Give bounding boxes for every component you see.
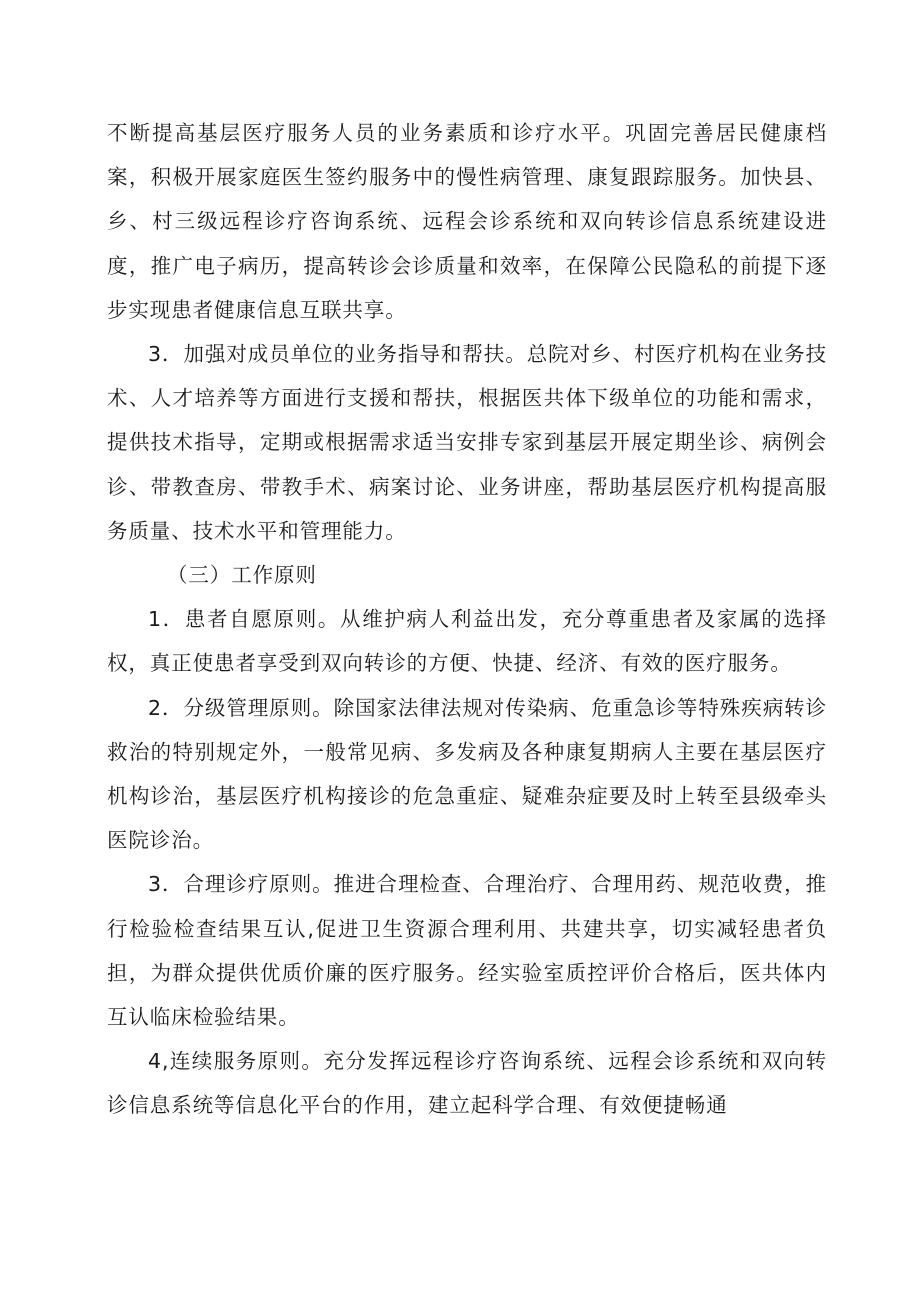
- paragraph-principle-1: 1．患者自愿原则。从维护病人利益出发，充分尊重患者及家属的选择权，真正使患者享受到双向转诊的方便、快捷、经济、有效的医疗服务。: [107, 607, 827, 676]
- paragraph-principle-3: 3．合理诊疗原则。推进合理检查、合理治疗、合理用药、规范收费，推行检验检查结果互认,促进卫生资源合理利用、共建共享，切实减轻患者负担，为群众提供优质价廉的医疗服务。经实验室质控评价合格后，医共体内互认临床检验结果。: [107, 872, 827, 1030]
- document-body: [107, 111, 827, 1128]
- paragraph-principle-4: 4,连续服务原则。充分发挥远程诊疗咨询系统、远程会诊系统和双向转诊信息系统等信息化平台的作用，建立起科学合理、有效便捷畅通: [107, 1049, 827, 1118]
- paragraph-principle-2: 2．分级管理原则。除国家法律法规对传染病、危重急诊等特殊疾病转诊救治的特别规定外，一般常见病、多发病及各种康复期病人主要在基层医疗机构诊治，基层医疗机构接诊的危急重症、疑难杂症要及时上转至县级牵头医院诊治。: [107, 695, 827, 853]
- paragraph-item-3-guidance: 3．加强对成员单位的业务指导和帮扶。总院对乡、村医疗机构在业务技术、人才培养等方面进行支援和帮扶，根据医共体下级单位的功能和需求，提供技术指导，定期或根据需求适当安排专家到基层开展定期坐诊、病例会诊、带教查房、带教手术、病案讨论、业务讲座，帮助基层医疗机构提高服务质量、技术水平和管理能力。: [107, 342, 827, 543]
- section-heading-work-principles: （三）工作原则: [167, 563, 317, 588]
- paragraph-continuation: 不断提高基层医疗服务人员的业务素质和诊疗水平。巩固完善居民健康档案，积极开展家庭医生签约服务中的慢性病管理、康复跟踪服务。加快县、乡、村三级远程诊疗咨询系统、远程会诊系统和双向转诊信息系统建设进度，推广电子病历，提高转诊会诊质量和效率，在保障公民隐私的前提下逐步实现患者健康信息互联共享。: [107, 121, 827, 322]
